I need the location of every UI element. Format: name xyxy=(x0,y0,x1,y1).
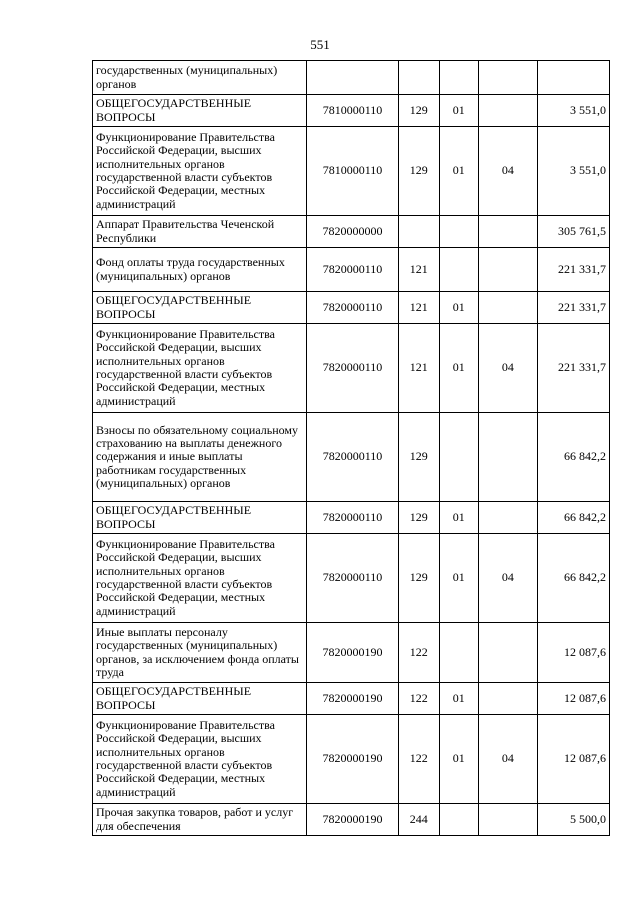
row-subsection: 04 xyxy=(478,324,537,413)
row-subsection: 04 xyxy=(478,534,537,623)
row-code: 7820000110 xyxy=(307,502,398,534)
row-section: 01 xyxy=(439,715,478,804)
table-row xyxy=(93,534,610,623)
row-section: 01 xyxy=(439,127,478,216)
row-subsection xyxy=(478,502,537,534)
row-name: ОБЩЕГОСУДАРСТВЕННЫЕ ВОПРОСЫ xyxy=(93,502,307,534)
row-code: 7820000190 xyxy=(307,683,398,715)
row-section xyxy=(439,216,478,248)
row-expense-type xyxy=(398,216,439,248)
table-row xyxy=(93,683,610,715)
row-name: Прочая закупка товаров, работ и услуг для обеспечения xyxy=(93,804,307,836)
table-row xyxy=(93,623,610,683)
row-code: 7820000110 xyxy=(307,292,398,324)
row-expense-type: 129 xyxy=(398,413,439,502)
row-section: 01 xyxy=(439,292,478,324)
row-amount: 3 551,0 xyxy=(538,127,610,216)
row-amount: 221 331,7 xyxy=(538,324,610,413)
row-subsection xyxy=(478,248,537,292)
row-name: ОБЩЕГОСУДАРСТВЕННЫЕ ВОПРОСЫ xyxy=(93,95,307,127)
row-section: 01 xyxy=(439,683,478,715)
row-subsection xyxy=(478,216,537,248)
row-amount: 66 842,2 xyxy=(538,534,610,623)
page-number: 551 xyxy=(310,37,330,52)
table-row xyxy=(93,715,610,804)
row-subsection xyxy=(478,683,537,715)
row-subsection: 04 xyxy=(478,127,537,216)
row-expense-type: 122 xyxy=(398,683,439,715)
row-subsection xyxy=(478,95,537,127)
table-row xyxy=(93,292,610,324)
row-name: Функционирование Правительства Российской Федерации, высших исполнительных органов государственной власти субъектов Российской Федерации, местных администраций xyxy=(93,715,307,804)
row-name: Функционирование Правительства Российской Федерации, высших исполнительных органов государственной власти субъектов Российской Федерации, местных администраций xyxy=(93,127,307,216)
row-code: 7820000110 xyxy=(307,248,398,292)
row-expense-type: 244 xyxy=(398,804,439,836)
row-subsection xyxy=(478,804,537,836)
table-row xyxy=(93,413,610,502)
row-section xyxy=(439,61,478,95)
row-section xyxy=(439,248,478,292)
table-row xyxy=(93,216,610,248)
row-subsection xyxy=(478,623,537,683)
row-code: 7820000190 xyxy=(307,715,398,804)
row-name: Взносы по обязательному социальному страхованию на выплаты денежного содержания и иные выплаты работникам государственных (муниципальных) органов xyxy=(93,413,307,502)
row-amount: 12 087,6 xyxy=(538,683,610,715)
row-expense-type: 121 xyxy=(398,248,439,292)
row-section xyxy=(439,413,478,502)
row-expense-type: 121 xyxy=(398,292,439,324)
table-row xyxy=(93,324,610,413)
row-section: 01 xyxy=(439,534,478,623)
row-section: 01 xyxy=(439,324,478,413)
row-subsection xyxy=(478,292,537,324)
row-code: 7810000110 xyxy=(307,95,398,127)
row-name: Аппарат Правительства Чеченской Республики xyxy=(93,216,307,248)
row-amount: 66 842,2 xyxy=(538,413,610,502)
row-section xyxy=(439,804,478,836)
row-name: Функционирование Правительства Российской Федерации, высших исполнительных органов государственной власти субъектов Российской Федерации, местных администраций xyxy=(93,534,307,623)
row-amount: 221 331,7 xyxy=(538,248,610,292)
table-row xyxy=(93,61,610,95)
row-subsection: 04 xyxy=(478,715,537,804)
row-code: 7820000110 xyxy=(307,324,398,413)
row-name: государственных (муниципальных) органов xyxy=(93,61,307,95)
row-section xyxy=(439,623,478,683)
row-amount: 3 551,0 xyxy=(538,95,610,127)
row-section: 01 xyxy=(439,95,478,127)
row-amount: 66 842,2 xyxy=(538,502,610,534)
row-code: 7820000190 xyxy=(307,623,398,683)
table-row xyxy=(93,127,610,216)
row-amount xyxy=(538,61,610,95)
row-expense-type: 129 xyxy=(398,534,439,623)
budget-table xyxy=(92,60,610,836)
table-row xyxy=(93,95,610,127)
row-code: 7820000000 xyxy=(307,216,398,248)
row-code: 7820000110 xyxy=(307,534,398,623)
row-section: 01 xyxy=(439,502,478,534)
row-expense-type: 121 xyxy=(398,324,439,413)
row-amount: 305 761,5 xyxy=(538,216,610,248)
row-amount: 12 087,6 xyxy=(538,623,610,683)
row-amount: 5 500,0 xyxy=(538,804,610,836)
table-row xyxy=(93,502,610,534)
row-expense-type xyxy=(398,61,439,95)
row-name: ОБЩЕГОСУДАРСТВЕННЫЕ ВОПРОСЫ xyxy=(93,683,307,715)
row-amount: 12 087,6 xyxy=(538,715,610,804)
row-expense-type: 129 xyxy=(398,502,439,534)
table-row xyxy=(93,248,610,292)
row-name: ОБЩЕГОСУДАРСТВЕННЫЕ ВОПРОСЫ xyxy=(93,292,307,324)
row-code: 7820000190 xyxy=(307,804,398,836)
row-subsection xyxy=(478,413,537,502)
table-row xyxy=(93,804,610,836)
row-expense-type: 129 xyxy=(398,95,439,127)
row-code: 7820000110 xyxy=(307,413,398,502)
budget-table-body xyxy=(93,61,610,836)
row-expense-type: 122 xyxy=(398,715,439,804)
row-expense-type: 122 xyxy=(398,623,439,683)
row-code xyxy=(307,61,398,95)
row-subsection xyxy=(478,61,537,95)
row-code: 7810000110 xyxy=(307,127,398,216)
row-amount: 221 331,7 xyxy=(538,292,610,324)
row-expense-type: 129 xyxy=(398,127,439,216)
row-name: Иные выплаты персоналу государственных (муниципальных) органов, за исключением фонда оплаты труда xyxy=(93,623,307,683)
row-name: Функционирование Правительства Российской Федерации, высших исполнительных органов государственной власти субъектов Российской Федерации, местных администраций xyxy=(93,324,307,413)
row-name: Фонд оплаты труда государственных (муниципальных) органов xyxy=(93,248,307,292)
